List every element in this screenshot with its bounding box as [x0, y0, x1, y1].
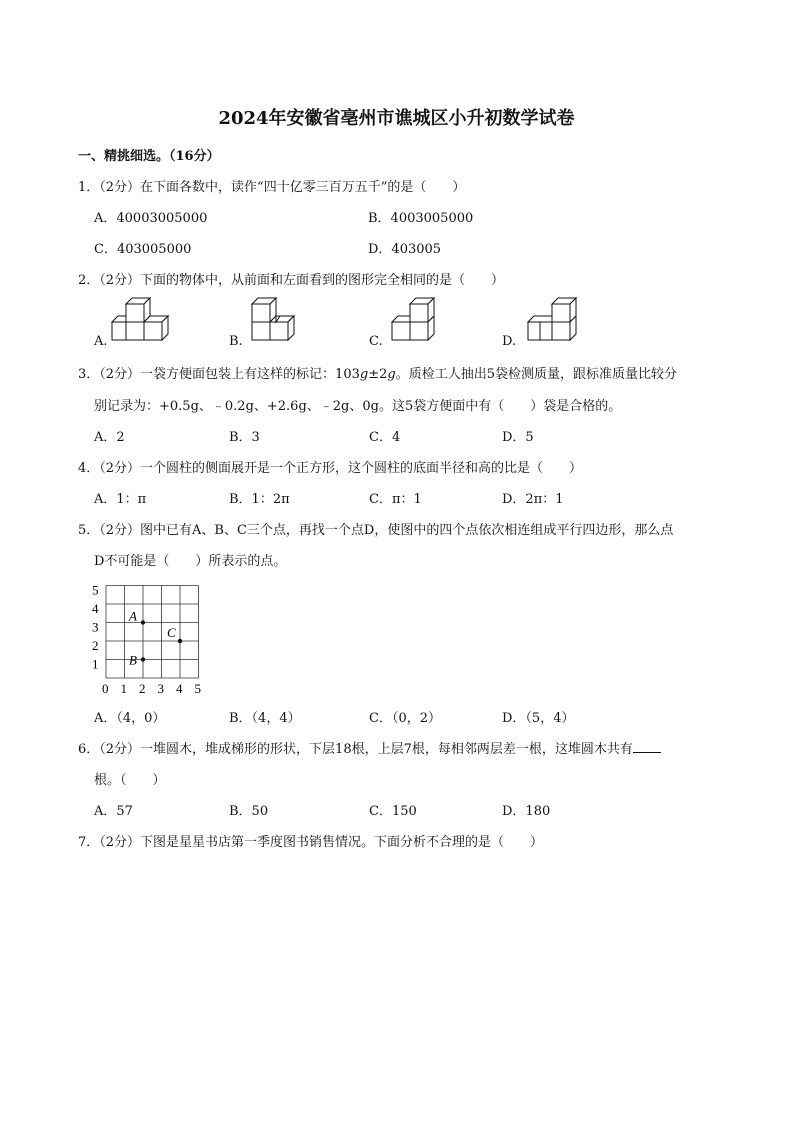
q3-unit: g	[359, 367, 369, 382]
grid-x-tick-label: 5	[194, 681, 201, 696]
q5-option-c[interactable]: C．（0，2）	[369, 711, 441, 726]
q3-tolerance: ±2	[368, 367, 388, 382]
q4-option-c[interactable]: C．π：1	[369, 492, 422, 507]
coordinate-grid	[88, 576, 218, 700]
question-5-line2: D不可能是（ ）所表示的点。	[94, 554, 287, 569]
grid-y-tick-label: 3	[92, 619, 99, 635]
q3-stem-part: 3．（2分）一袋方便面包装上有这样的标记：103	[78, 367, 360, 382]
question-1-stem: 1．（2分）在下面各数中，读作“四十亿零三百万五千”的是（ ）	[78, 180, 466, 195]
grid-x-tick-label: 2	[139, 681, 146, 696]
cube-figure-b	[248, 296, 298, 348]
grid-x-tick-label: 0	[102, 681, 109, 696]
grid-point-label-a: A	[129, 608, 137, 624]
question-3-line2: 别记录为：+0.5g、﹣0.2g、+2.6g、﹣2g、0g。这5袋方便面中有（ ）袋是合格的。	[94, 399, 622, 414]
q2-option-c[interactable]: C.	[369, 334, 383, 349]
grid-x-tick-label: 3	[157, 681, 164, 696]
grid-y-tick-label: 2	[92, 638, 99, 653]
cube-figure-d	[522, 296, 580, 348]
question-6-line2: 根。（ ）	[94, 773, 166, 788]
q3-option-c[interactable]: C．4	[369, 430, 401, 445]
q4-option-d[interactable]: D．2π：1	[502, 492, 564, 507]
grid-y-tick-label: 4	[92, 601, 99, 616]
grid-point-c	[178, 639, 182, 643]
cube-figure-c	[388, 296, 442, 348]
answer-blank[interactable]	[633, 740, 661, 753]
q2-option-d[interactable]: D.	[502, 334, 517, 349]
q3-stem-rest: 。质检工人抽出5袋检测质量，跟标准质量比较分	[395, 367, 677, 382]
q1-option-a[interactable]: A．40003005000	[94, 211, 208, 226]
q4-option-a[interactable]: A．1：π	[94, 492, 147, 507]
q5-option-b[interactable]: B．（4，4）	[229, 711, 301, 726]
page-title: 2024年安徽省亳州市谯城区小升初数学试卷	[218, 108, 575, 129]
grid-point-b	[141, 657, 145, 661]
q1-option-d[interactable]: D．403005	[368, 242, 442, 257]
question-3-stem	[78, 363, 677, 382]
q6-stem-text: 6．（2分）一堆圆木，堆成梯形的形状，下层18根，上层7根，每相邻两层差一根，这堆圆木共有	[78, 742, 633, 757]
q3-option-d[interactable]: D．5	[502, 430, 534, 445]
question-4-stem: 4．（2分）一个圆柱的侧面展开是一个正方形，这个圆柱的底面半径和高的比是（ ）	[78, 461, 583, 476]
q4-option-b[interactable]: B．1：2π	[229, 492, 290, 507]
q1-option-b[interactable]: B．4003005000	[368, 211, 474, 226]
q5-option-a[interactable]: A．（4，0）	[94, 711, 166, 726]
q3-option-b[interactable]: B．3	[229, 430, 260, 445]
grid-point-a	[141, 620, 145, 624]
grid-y-tick-label: 5	[92, 582, 99, 598]
q3-option-a[interactable]: A．2	[94, 430, 125, 445]
grid-point-label-c: C	[167, 625, 176, 640]
q2-option-a[interactable]: A.	[94, 334, 108, 349]
section-heading: 一、精挑细选。（16分）	[78, 149, 220, 164]
q1-option-c[interactable]: C．403005000	[94, 242, 192, 257]
grid-x-tick-label: 1	[120, 681, 127, 696]
question-5-stem: 5．（2分）图中已有A、B、C三个点，再找一个点D，使图中的四个点依次相连组成平行四边形，那么点	[78, 523, 674, 538]
q3-unit: g	[387, 367, 396, 382]
question-2-stem: 2．（2分）下面的物体中，从前面和左面看到的图形完全相同的是（ ）	[78, 273, 505, 288]
q6-option-a[interactable]: A．57	[94, 804, 133, 819]
cube-figure-a	[110, 296, 172, 348]
grid-x-tick-label: 4	[176, 681, 183, 696]
q6-option-d[interactable]: D．180	[502, 804, 551, 819]
question-6-stem	[78, 738, 661, 757]
grid-y-tick-label: 1	[92, 656, 99, 672]
q2-option-b[interactable]: B.	[229, 334, 243, 349]
grid-point-label-b: B	[129, 652, 137, 668]
q6-option-c[interactable]: C．150	[369, 804, 417, 819]
q6-option-b[interactable]: B．50	[229, 804, 269, 819]
question-7-stem: 7．（2分）下图是星星书店第一季度图书销售情况。下面分析不合理的是（ ）	[78, 835, 544, 850]
q5-option-d[interactable]: D．（5，4）	[502, 711, 575, 726]
